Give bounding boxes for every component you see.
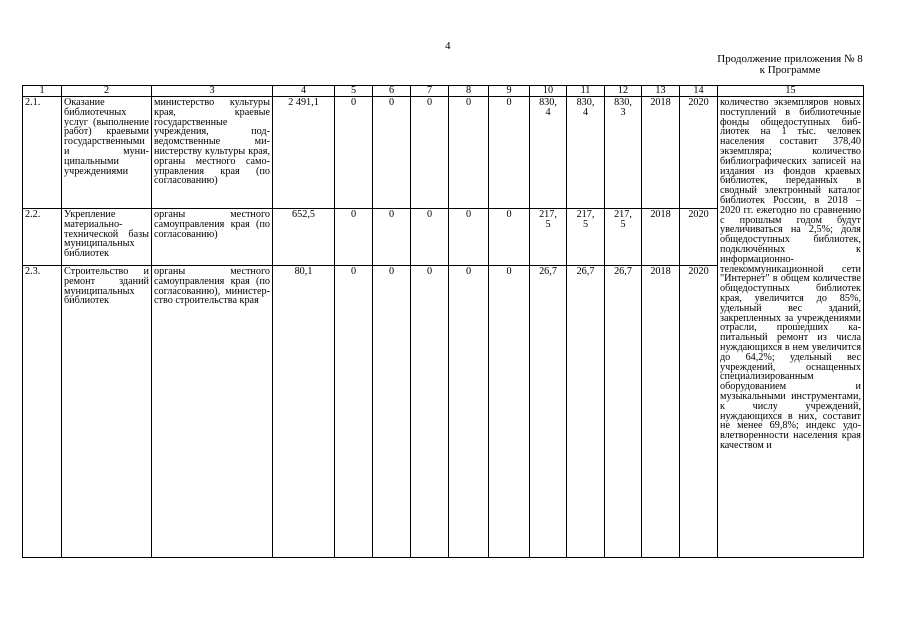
amount-part: 830, <box>614 97 632 108</box>
amount-cell: 0 <box>411 266 449 558</box>
start-year: 2018 <box>642 209 680 266</box>
amount-cell <box>605 209 642 266</box>
header-cell: 11 <box>567 86 605 97</box>
executor: органы местного самоуправления края (по согласованию), министерство строительства края <box>152 266 273 558</box>
total-amount: 80,1 <box>273 266 335 558</box>
amount-cell: 0 <box>411 209 449 266</box>
header-cell: 5 <box>335 86 373 97</box>
amount-cell: 0 <box>373 209 411 266</box>
amount-cell <box>605 97 642 209</box>
total-amount: 652,5 <box>273 209 335 266</box>
amount-cell: 0 <box>449 209 489 266</box>
amount-part: 4 <box>582 106 589 118</box>
header-cell: 9 <box>489 86 530 97</box>
amount-cell <box>530 209 567 266</box>
measure-name: Оказание библиотечных услуг (выполнение работ) краевыми государственными и муниципальными учреждениями <box>62 97 152 209</box>
amount-cell: 0 <box>489 97 530 209</box>
start-year: 2018 <box>642 266 680 558</box>
amount-cell: 0 <box>489 266 530 558</box>
amount-part: 5 <box>582 218 589 230</box>
header-row <box>23 86 864 97</box>
amount-part: 217, <box>539 209 557 220</box>
amount-part: 217, <box>576 209 595 220</box>
amount-part: 217, <box>614 209 632 220</box>
amount-part: 5 <box>545 218 551 230</box>
header-cell: 8 <box>449 86 489 97</box>
header-cell: 4 <box>273 86 335 97</box>
amount-part: 3 <box>620 106 626 118</box>
total-amount: 2 491,1 <box>273 97 335 209</box>
executor: министерство культуры края, краевые государственные учреждения, подведомственные министерству культуры края, органы местного самоуправления края (по согласованию) <box>152 97 273 209</box>
amount-cell: 0 <box>449 266 489 558</box>
amount-cell: 0 <box>335 209 373 266</box>
end-year: 2020 <box>680 266 718 558</box>
program-table <box>22 85 864 558</box>
appendix-line-2: к Программе <box>759 64 821 76</box>
header-cell: 15 <box>718 86 864 97</box>
header-cell: 7 <box>411 86 449 97</box>
amount-cell: 26,7 <box>567 266 605 558</box>
amount-cell: 0 <box>489 209 530 266</box>
amount-cell <box>530 97 567 209</box>
measure-name: Строительство и ремонт зданий муниципальных библиотек <box>62 266 152 558</box>
amount-part: 830, <box>539 97 557 108</box>
end-year: 2020 <box>680 97 718 209</box>
measure-name: Укрепление материально-технической базы муниципальных библиотек <box>62 209 152 266</box>
amount-cell: 0 <box>335 266 373 558</box>
header-cell: 3 <box>152 86 273 97</box>
header-cell: 6 <box>373 86 411 97</box>
amount-part: 4 <box>545 106 551 118</box>
amount-cell: 0 <box>373 266 411 558</box>
amount-cell <box>567 97 605 209</box>
row-number: 2.1. <box>23 97 62 209</box>
appendix-line-1: Продолжение приложения № 8 <box>717 53 863 65</box>
header-cell: 13 <box>642 86 680 97</box>
page-number: 4 <box>445 40 451 52</box>
amount-cell: 26,7 <box>605 266 642 558</box>
end-year: 2020 <box>680 209 718 266</box>
header-cell: 2 <box>62 86 152 97</box>
header-cell: 12 <box>605 86 642 97</box>
table-row <box>23 97 864 209</box>
header-cell: 14 <box>680 86 718 97</box>
row-number: 2.3. <box>23 266 62 558</box>
appendix-caption <box>680 54 900 76</box>
start-year: 2018 <box>642 97 680 209</box>
header-cell: 1 <box>23 86 62 97</box>
amount-cell <box>567 209 605 266</box>
amount-cell: 0 <box>449 97 489 209</box>
expected-result: количество экземпляров новых поступлений в библиотечные фонды общедоступных библиотек на 1 тыс. человек населения составит 378,40 экземпляра; количество библиографических записей на издания из фондов краевых библиотек, переданных в сводный электронный каталог библиотек России, в 2018 – 2020 гг. ежегодно по сравнению с прошлым годом будут увеличиваться на 2,5%; доля общедоступных библиотек, подключённых к информационно-телекоммуникационной сети "Интернет" в общем количестве общедоступных библиотек края, увеличится до 85%, удельный вес зданий, закрепленных за учреждениями отрасли, прошедших капитальный ремонт из числа нуждающихся в нем увеличится до 64,2%; удельный вес учреждений, оснащенных специализированным оборудованием и музыкальными инструментами, к числу учреждений, нуждающихся в них, составит не менее 69,8%; индекс удовлетворенности населения края качеством и <box>718 97 864 558</box>
amount-cell: 0 <box>373 97 411 209</box>
executor: органы местного самоуправления края (по согласованию) <box>152 209 273 266</box>
amount-cell: 0 <box>411 97 449 209</box>
header-cell: 10 <box>530 86 567 97</box>
row-number: 2.2. <box>23 209 62 266</box>
amount-part: 830, <box>576 97 595 108</box>
amount-part: 5 <box>620 218 626 230</box>
amount-cell: 26,7 <box>530 266 567 558</box>
amount-cell: 0 <box>335 97 373 209</box>
